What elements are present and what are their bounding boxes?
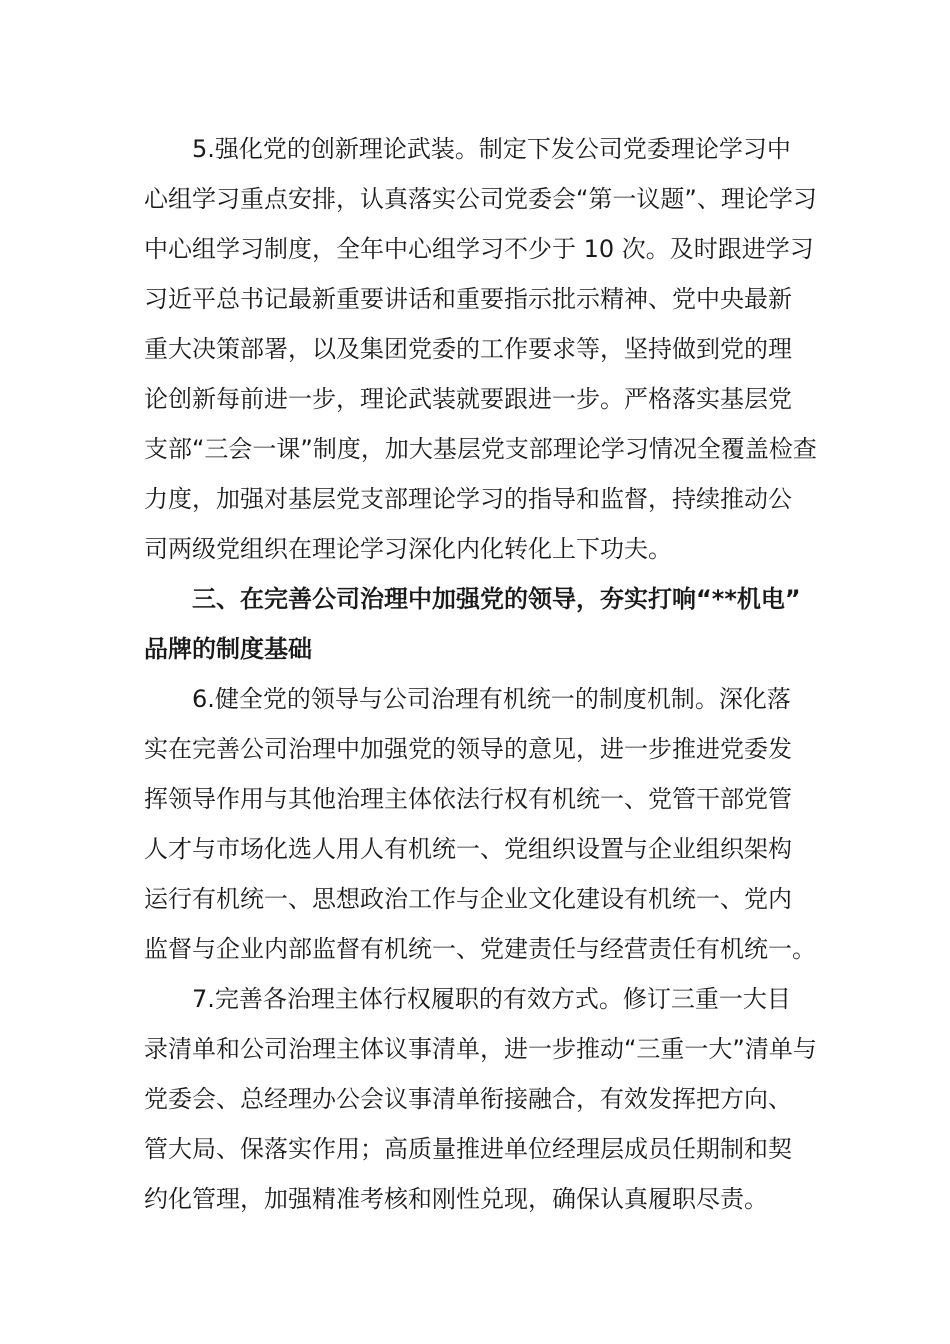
paragraph-5-line-2: 心组学习重点安排，认真落实公司党委会“第一议题”、理论学习 xyxy=(144,185,817,213)
paragraph-6-line-6: 监督与企业内部监督有机统一、党建责任与经营责任有机统一。 xyxy=(144,935,816,963)
paragraph-7-line-1: 7.完善各治理主体行权履职的有效方式。修订三重一大目 xyxy=(192,985,791,1013)
section-heading-line-1: 三、在完善公司治理中加强党的领导，夯实打响“**机电” xyxy=(192,585,801,613)
paragraph-5-line-8: 力度，加强对基层党支部理论学习的指导和监督，持续推动公 xyxy=(144,485,792,513)
paragraph-6-line-1: 6.健全党的领导与公司治理有机统一的制度机制。深化落 xyxy=(192,685,791,713)
paragraph-5-line-3: 中心组学习制度，全年中心组学习不少于 10 次。及时跟进学习 xyxy=(144,235,814,263)
paragraph-5-line-6: 论创新每前进一步，理论武装就要跟进一步。严格落实基层党 xyxy=(144,385,792,413)
paragraph-5-line-7: 支部“三会一课”制度，加大基层党支部理论学习情况全覆盖检查 xyxy=(144,435,817,463)
paragraph-7-line-4: 管大局、保落实作用；高质量推进单位经理层成员任期制和契 xyxy=(144,1135,792,1163)
paragraph-5-line-4: 习近平总书记最新重要讲话和重要指示批示精神、党中央最新 xyxy=(144,285,792,313)
paragraph-5-line-1: 5.强化党的创新理论武装。制定下发公司党委理论学习中 xyxy=(192,135,791,163)
paragraph-6-line-4: 人才与市场化选人用人有机统一、党组织设置与企业组织架构 xyxy=(144,835,792,863)
paragraph-6-line-2: 实在完善公司治理中加强党的领导的意见，进一步推进党委发 xyxy=(144,735,792,763)
paragraph-5-line-9: 司两级党组织在理论学习深化内化转化上下功夫。 xyxy=(144,535,672,563)
section-heading-line-2: 品牌的制度基础 xyxy=(144,635,312,663)
document-body xyxy=(144,124,817,1224)
paragraph-7-line-5: 约化管理，加强精准考核和刚性兑现，确保认真履职尽责。 xyxy=(144,1185,768,1213)
paragraph-7-line-2: 录清单和公司治理主体议事清单，进一步推动“三重一大”清单与 xyxy=(144,1035,817,1063)
paragraph-5-line-5: 重大决策部署，以及集团党委的工作要求等，坚持做到党的理 xyxy=(144,335,792,363)
paragraph-6-line-5: 运行有机统一、思想政治工作与企业文化建设有机统一、党内 xyxy=(144,885,792,913)
paragraph-7-line-3: 党委会、总经理办公会议事清单衔接融合，有效发挥把方向、 xyxy=(144,1085,792,1113)
paragraph-6-line-3: 挥领导作用与其他治理主体依法行权有机统一、党管干部党管 xyxy=(144,785,792,813)
